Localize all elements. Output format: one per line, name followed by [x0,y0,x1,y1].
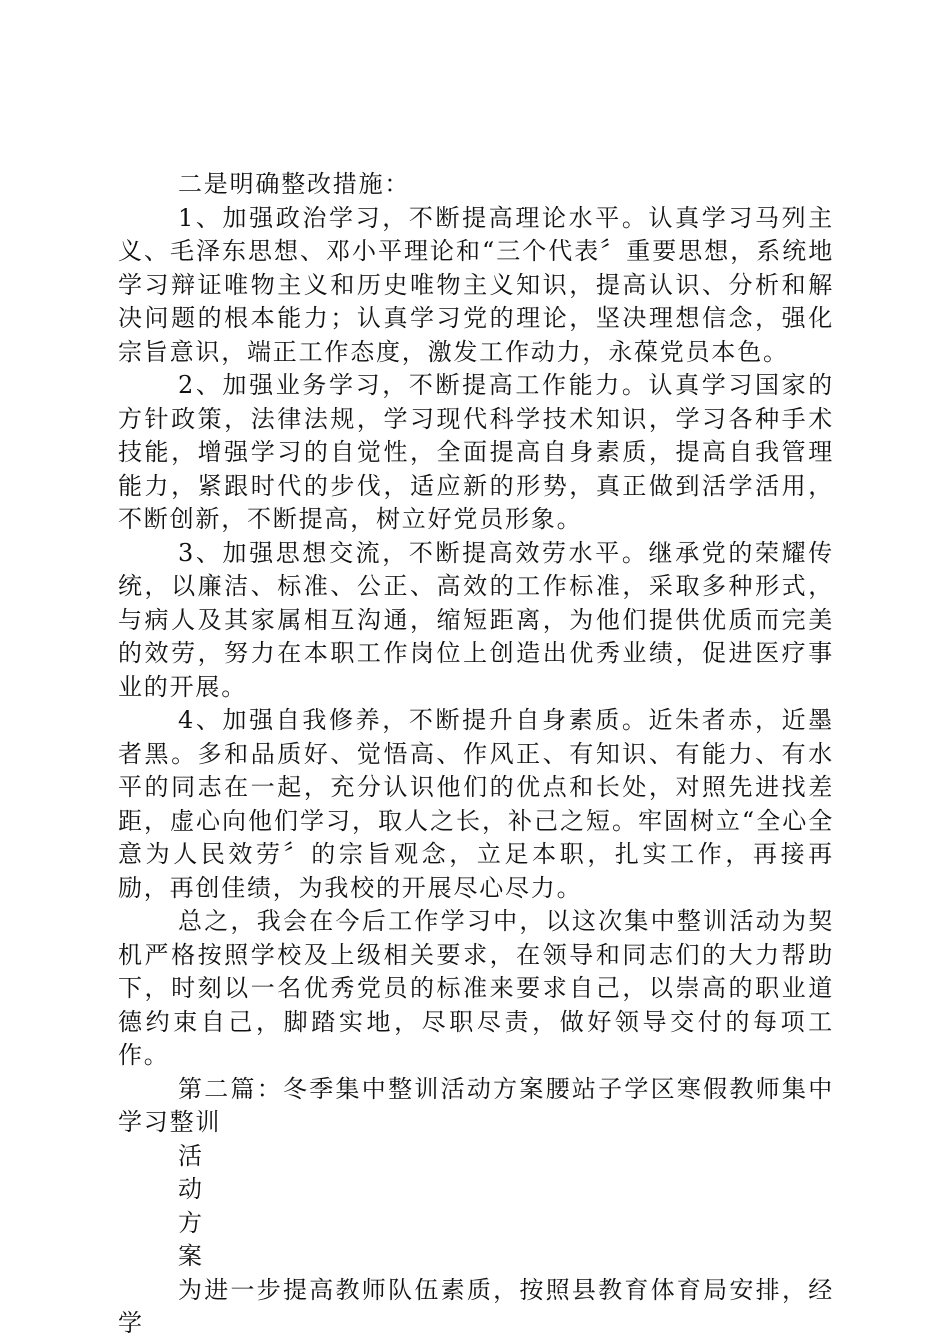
section-heading: 二是明确整改措施： [178,170,411,198]
measure-paragraph-4: 4、加强自我修养，不断提升自身素质。近朱者赤，近墨者黑。多和品质好、觉悟高、作风正、有知识、有能力、有水平的同志在一起，充分认识他们的优点和长处，对照先进找差距，虚心向他们学习，取人之长，补己之短。牢固树立“全心全意为人民效劳〞的宗旨观念，立足本职，扎实工作，再接再励，再创佳绩，为我校的开展尽心尽力。 [118,706,834,902]
vertical-title-char-1: 活 [178,1141,204,1170]
summary-paragraph: 总之，我会在今后工作学习中，以这次集中整训活动为契机严格按照学校及上级相关要求，在领导和同志们的大力帮助下，时刻以一名优秀党员的标准来要求自己，以崇高的职业道德约束自己，脚踏实地，尽职尽责，做好领导交付的每项工作。 [118,907,834,1069]
document-body [118,168,834,1341]
vertical-title-char-4: 案 [178,1242,204,1270]
second-article-title: 第二篇：冬季集中整训活动方案腰站子学区寒假教师集中学习整训 [118,1074,834,1136]
measure-paragraph-2: 2、加强业务学习，不断提高工作能力。认真学习国家的方针政策，法律法规，学习现代科学技术知识，学习各种手术技能，增强学习的自觉性，全面提高自身素质，提高自我管理能力，紧跟时代的步伐，适应新的形势，真正做到活学活用，不断创新，不断提高，树立好党员形象。 [118,371,834,533]
closing-paragraph: 为进一步提高教师队伍素质，按照县教育体育局安排，经学 [118,1275,834,1337]
measure-paragraph-1: 1、加强政治学习，不断提高理论水平。认真学习马列主义、毛泽东思想、邓小平理论和“三个代表〞重要思想，系统地学习辩证唯物主义和历史唯物主义知识，提高认识、分析和解决问题的根本能力；认真学习党的理论，坚决理想信念，强化宗旨意识，端正工作态度，激发工作动力，永葆党员本色。 [118,203,834,366]
vertical-title-char-2: 动 [178,1175,204,1203]
measure-paragraph-3: 3、加强思想交流，不断提高效劳水平。继承党的荣耀传统，以廉洁、标准、公正、高效的工作标准，采取多种形式，与病人及其家属相互沟通，缩短距离，为他们提供优质而完美的效劳，努力在本职工作岗位上创造出优秀业绩，促进医疗事业的开展。 [118,538,834,701]
vertical-title-char-3: 方 [178,1208,204,1237]
